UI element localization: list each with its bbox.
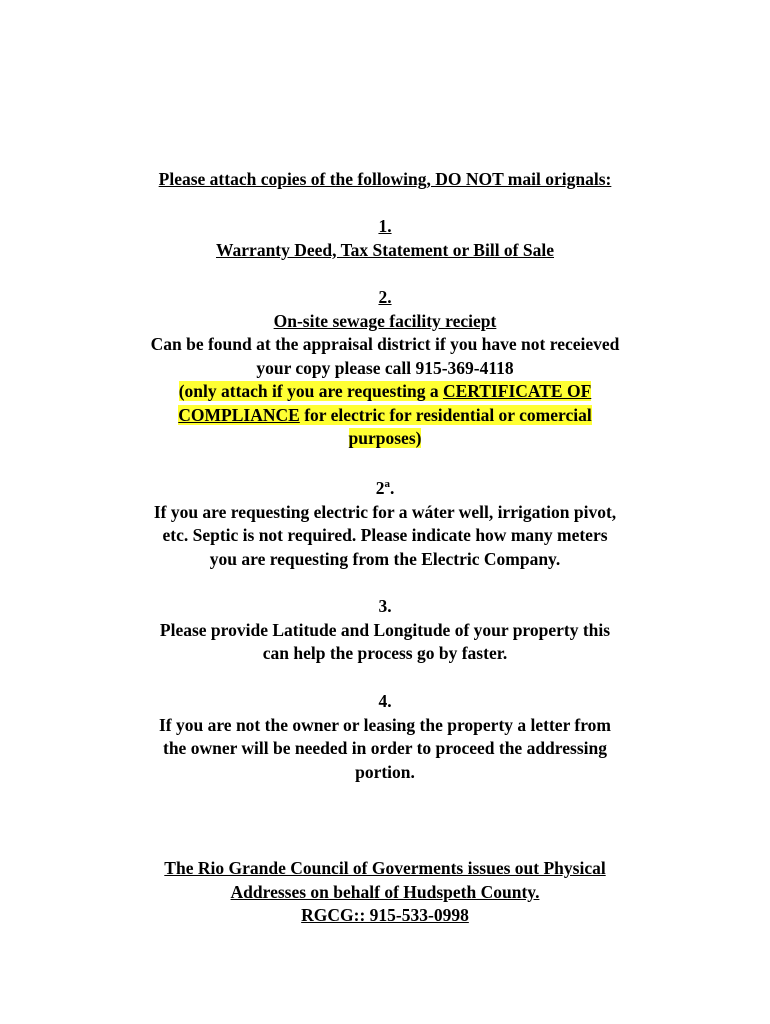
item-2a-line-2: etc. Septic is not required. Please indicate how many meters bbox=[162, 525, 608, 545]
item-1-number: 1. bbox=[378, 216, 392, 236]
item-2a-line-1: If you are requesting electric for a wáter well, irrigation pivot, bbox=[153, 501, 617, 522]
item-4-line-1: If you are not the owner or leasing the property a letter from bbox=[158, 714, 612, 735]
header-section bbox=[0, 168, 770, 192]
item-3 bbox=[0, 595, 770, 666]
item-2-line-2: your copy please call 915-369-4118 bbox=[256, 357, 514, 378]
item-2-note-text-1: (only attach if you are requesting a bbox=[178, 381, 443, 401]
item-2a-number-sup: a bbox=[384, 478, 390, 491]
item-2a-number bbox=[0, 477, 770, 501]
item-3-line-2: can help the process go by faster. bbox=[262, 643, 508, 663]
item-2-note-line-3 bbox=[0, 427, 770, 451]
header-instruction: Please attach copies of the following, DO NOT mail orignals: bbox=[158, 169, 612, 189]
item-2 bbox=[0, 286, 770, 451]
item-4 bbox=[0, 690, 770, 784]
footer-line-2: Addresses on behalf of Hudspeth County. bbox=[230, 881, 540, 902]
item-2a bbox=[0, 477, 770, 571]
item-1-title: Warranty Deed, Tax Statement or Bill of Sale bbox=[216, 239, 554, 260]
item-3-number: 3. bbox=[378, 596, 392, 616]
item-2a-number-main: 2 bbox=[375, 478, 385, 498]
item-2-note-text-2: for electric for residential or comercial bbox=[299, 404, 592, 425]
item-1 bbox=[0, 215, 770, 262]
item-4-line-2: the owner will be needed in order to proceed the addressing bbox=[163, 738, 607, 758]
item-2-number: 2. bbox=[378, 287, 392, 307]
footer-phone: RGCG:: 915-533-0998 bbox=[301, 905, 469, 925]
footer-section bbox=[0, 857, 770, 928]
item-4-number: 4. bbox=[378, 691, 392, 711]
certificate-of-compliance-text-2: COMPLIANCE bbox=[178, 404, 300, 425]
item-2-note-line-2 bbox=[0, 404, 770, 428]
item-2-note-line-1 bbox=[0, 380, 770, 404]
item-2-title: On-site sewage facility reciept bbox=[273, 310, 497, 331]
item-2-line-1: Can be found at the appraisal district if you have not receieved bbox=[150, 334, 620, 354]
item-2a-line-3: you are requesting from the Electric Company. bbox=[209, 548, 561, 569]
item-2-note-text-3: purposes) bbox=[348, 428, 422, 448]
certificate-of-compliance-text-1: CERTIFICATE OF bbox=[442, 381, 592, 401]
item-2a-number-end: . bbox=[389, 478, 395, 498]
item-3-line-1: Please provide Latitude and Longitude of your property this bbox=[159, 619, 611, 640]
footer-line-1: The Rio Grande Council of Goverments issues out Physical bbox=[164, 858, 606, 878]
item-4-line-3: portion. bbox=[355, 761, 415, 782]
